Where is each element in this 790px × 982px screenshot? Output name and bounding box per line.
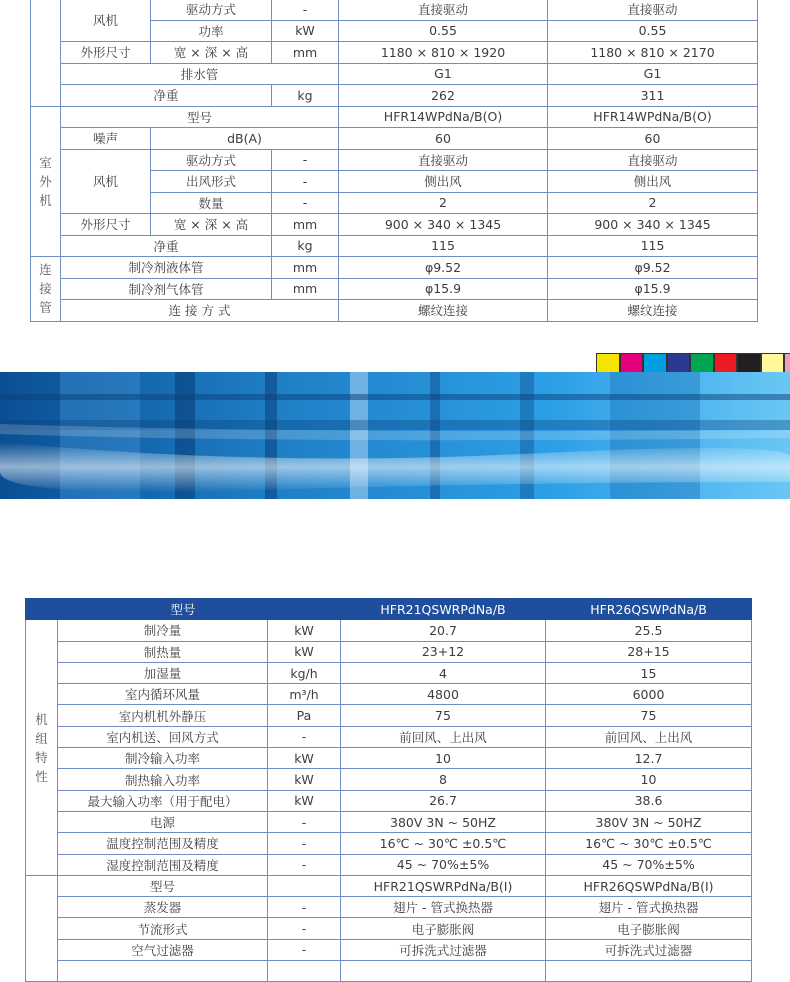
value-cell: 380V 3N ~ 50HZ <box>341 811 546 832</box>
row-label: 排水管 <box>61 63 339 85</box>
row-group-label: 外形尺寸 <box>61 214 151 236</box>
unit-cell: m³/h <box>268 684 341 705</box>
row-label: 空气过滤器 <box>58 939 268 960</box>
value-cell: HFR21QSWRPdNa/B(I) <box>341 875 546 896</box>
row-label: 驱动方式 <box>151 0 272 20</box>
value-cell: 23+12 <box>341 641 546 662</box>
unit-cell: - <box>268 833 341 854</box>
value-cell: 12.7 <box>546 748 752 769</box>
outdoor-spec-table <box>30 0 758 322</box>
unit-cell: kW <box>268 790 341 811</box>
unit-cell: - <box>268 918 341 939</box>
value-cell: 前回风、上出风 <box>341 726 546 747</box>
row-label: 加湿量 <box>58 662 268 683</box>
value-cell: 翅片 - 管式换热器 <box>341 897 546 918</box>
value-cell: 8 <box>341 769 546 790</box>
row-label: 室内机送、回风方式 <box>58 726 268 747</box>
value-cell: 直接驱动 <box>548 149 758 171</box>
table-row <box>26 662 752 683</box>
value-cell: 38.6 <box>546 790 752 811</box>
table-row <box>26 854 752 875</box>
unit-cell: - <box>268 811 341 832</box>
table-row <box>31 106 758 128</box>
unit-cell: - <box>268 726 341 747</box>
table-row <box>26 811 752 832</box>
row-label: 制热量 <box>58 641 268 662</box>
header-col1: HFR21QSWRPdNa/B <box>341 599 546 620</box>
value-cell: φ9.52 <box>548 257 758 279</box>
unit-cell: - <box>272 149 339 171</box>
value-cell: 直接驱动 <box>339 149 548 171</box>
table-row <box>31 214 758 236</box>
value-cell: 0.55 <box>339 20 548 42</box>
value-cell: 0.55 <box>548 20 758 42</box>
row-label: 驱动方式 <box>151 149 272 171</box>
value-cell: 75 <box>341 705 546 726</box>
row-label: 节流形式 <box>58 918 268 939</box>
unit-cell: Pa <box>268 705 341 726</box>
unit-cell: kW <box>272 20 339 42</box>
table-row <box>31 85 758 107</box>
row-label: 制热输入功率 <box>58 769 268 790</box>
value-cell: 电子膨胀阀 <box>341 918 546 939</box>
value-cell: 螺纹连接 <box>339 300 548 322</box>
header-model: 型号 <box>26 599 341 620</box>
row-label: 出风形式 <box>151 171 272 193</box>
value-cell: 2 <box>548 192 758 214</box>
row-label: 净重 <box>61 85 272 107</box>
table-row <box>26 620 752 641</box>
table-row <box>26 748 752 769</box>
unit-cell: kW <box>268 620 341 641</box>
value-cell: HFR14WPdNa/B(O) <box>339 106 548 128</box>
value-cell: 45 ~ 70%±5% <box>546 854 752 875</box>
table-row <box>31 278 758 300</box>
unit-cell: kg <box>272 235 339 257</box>
table-row <box>26 705 752 726</box>
section-cell <box>31 0 61 106</box>
value-cell: 26.7 <box>341 790 546 811</box>
value-cell: 380V 3N ~ 50HZ <box>546 811 752 832</box>
section-label-pipe: 连 接 管 <box>31 257 61 322</box>
unit-cell: - <box>268 897 341 918</box>
header-col2: HFR26QSWPdNa/B <box>546 599 752 620</box>
value-cell: 4 <box>341 662 546 683</box>
unit-cell: mm <box>272 278 339 300</box>
unit-cell: kg/h <box>268 662 341 683</box>
row-group-label: 风机 <box>61 0 151 42</box>
row-label: 型号 <box>58 875 268 896</box>
unit-cell: - <box>272 0 339 20</box>
row-label: 制冷输入功率 <box>58 748 268 769</box>
value-cell: 60 <box>548 128 758 150</box>
value-cell: 16℃ ~ 30℃ ±0.5℃ <box>341 833 546 854</box>
value-cell: 262 <box>339 85 548 107</box>
unit-cell: kg <box>272 85 339 107</box>
value-cell: 900 × 340 × 1345 <box>339 214 548 236</box>
unit-cell: - <box>272 171 339 193</box>
value-cell: 16℃ ~ 30℃ ±0.5℃ <box>546 833 752 854</box>
value-cell: 15 <box>546 662 752 683</box>
value-cell: 侧出风 <box>339 171 548 193</box>
table-row <box>31 149 758 171</box>
row-label: 净重 <box>61 235 272 257</box>
value-cell: 侧出风 <box>548 171 758 193</box>
value-cell: 60 <box>339 128 548 150</box>
section-label-unit: 机 组 特 性 <box>26 620 58 876</box>
row-group-label: 风机 <box>61 149 151 214</box>
row-label: 蒸发器 <box>58 897 268 918</box>
value-cell: HFR14WPdNa/B(O) <box>548 106 758 128</box>
value-cell: 28+15 <box>546 641 752 662</box>
row-label: 数量 <box>151 192 272 214</box>
table-row <box>26 875 752 896</box>
unit-cell: kW <box>268 748 341 769</box>
table-row <box>31 128 758 150</box>
value-cell: 直接驱动 <box>548 0 758 20</box>
value-cell: 4800 <box>341 684 546 705</box>
value-cell: 2 <box>339 192 548 214</box>
value-cell: G1 <box>339 63 548 85</box>
table-row <box>26 769 752 790</box>
row-label: 制冷剂气体管 <box>61 278 272 300</box>
value-cell: 20.7 <box>341 620 546 641</box>
table-row <box>26 790 752 811</box>
table-row <box>26 641 752 662</box>
row-label: 功率 <box>151 20 272 42</box>
value-cell: 6000 <box>546 684 752 705</box>
section-cell <box>26 875 58 981</box>
value-cell: 1180 × 810 × 2170 <box>548 42 758 64</box>
table-row <box>26 897 752 918</box>
value-cell: 螺纹连接 <box>548 300 758 322</box>
row-label: 宽 × 深 × 高 <box>151 42 272 64</box>
unit-cell: - <box>272 192 339 214</box>
unit-cell: - <box>268 939 341 960</box>
row-group-label: 外形尺寸 <box>61 42 151 64</box>
unit-cell: mm <box>272 214 339 236</box>
unit-spec-table <box>25 598 752 982</box>
value-cell: 45 ~ 70%±5% <box>341 854 546 875</box>
row-label: 湿度控制范围及精度 <box>58 854 268 875</box>
unit-cell: kW <box>268 769 341 790</box>
row-label: 温度控制范围及精度 <box>58 833 268 854</box>
row-label: 室内机机外静压 <box>58 705 268 726</box>
table-row <box>26 918 752 939</box>
value-cell: φ9.52 <box>339 257 548 279</box>
value-cell: 前回风、上出风 <box>546 726 752 747</box>
value-cell: 1180 × 810 × 1920 <box>339 42 548 64</box>
table-row <box>31 235 758 257</box>
table-row <box>31 42 758 64</box>
row-label: 连 接 方 式 <box>61 300 339 322</box>
table-row <box>26 833 752 854</box>
value-cell: 电子膨胀阀 <box>546 918 752 939</box>
value-cell: HFR26QSWPdNa/B(I) <box>546 875 752 896</box>
row-label: 电源 <box>58 811 268 832</box>
row-label: 最大输入功率（用于配电） <box>58 790 268 811</box>
value-cell: 115 <box>548 235 758 257</box>
unit-cell: mm <box>272 257 339 279</box>
table-row <box>31 257 758 279</box>
value-cell: 25.5 <box>546 620 752 641</box>
value-cell: 900 × 340 × 1345 <box>548 214 758 236</box>
unit-cell: kW <box>268 641 341 662</box>
table-row <box>31 0 758 20</box>
value-cell: 115 <box>339 235 548 257</box>
row-group-label: 噪声 <box>61 128 151 150</box>
table-row <box>26 684 752 705</box>
building-glass-photo <box>0 372 790 499</box>
row-label: 制冷量 <box>58 620 268 641</box>
value-cell: 翅片 - 管式换热器 <box>546 897 752 918</box>
table-row <box>31 63 758 85</box>
table-row <box>31 300 758 322</box>
value-cell: 直接驱动 <box>339 0 548 20</box>
value-cell: φ15.9 <box>548 278 758 300</box>
value-cell: 75 <box>546 705 752 726</box>
row-label: 室内循环风量 <box>58 684 268 705</box>
row-label: 制冷剂液体管 <box>61 257 272 279</box>
value-cell: 311 <box>548 85 758 107</box>
unit-cell: - <box>268 854 341 875</box>
unit-cell <box>268 875 341 896</box>
section-label-outdoor: 室 外 机 <box>31 106 61 257</box>
row-label: 型号 <box>61 106 339 128</box>
unit-cell: dB(A) <box>151 128 339 150</box>
value-cell: 10 <box>546 769 752 790</box>
value-cell: 10 <box>341 748 546 769</box>
row-label: 宽 × 深 × 高 <box>151 214 272 236</box>
table-row <box>26 726 752 747</box>
table-header-row <box>26 599 752 620</box>
value-cell: G1 <box>548 63 758 85</box>
value-cell: 可拆洗式过滤器 <box>341 939 546 960</box>
value-cell: φ15.9 <box>339 278 548 300</box>
unit-cell: mm <box>272 42 339 64</box>
banner-image <box>0 372 790 499</box>
table-row <box>26 939 752 960</box>
value-cell: 可拆洗式过滤器 <box>546 939 752 960</box>
